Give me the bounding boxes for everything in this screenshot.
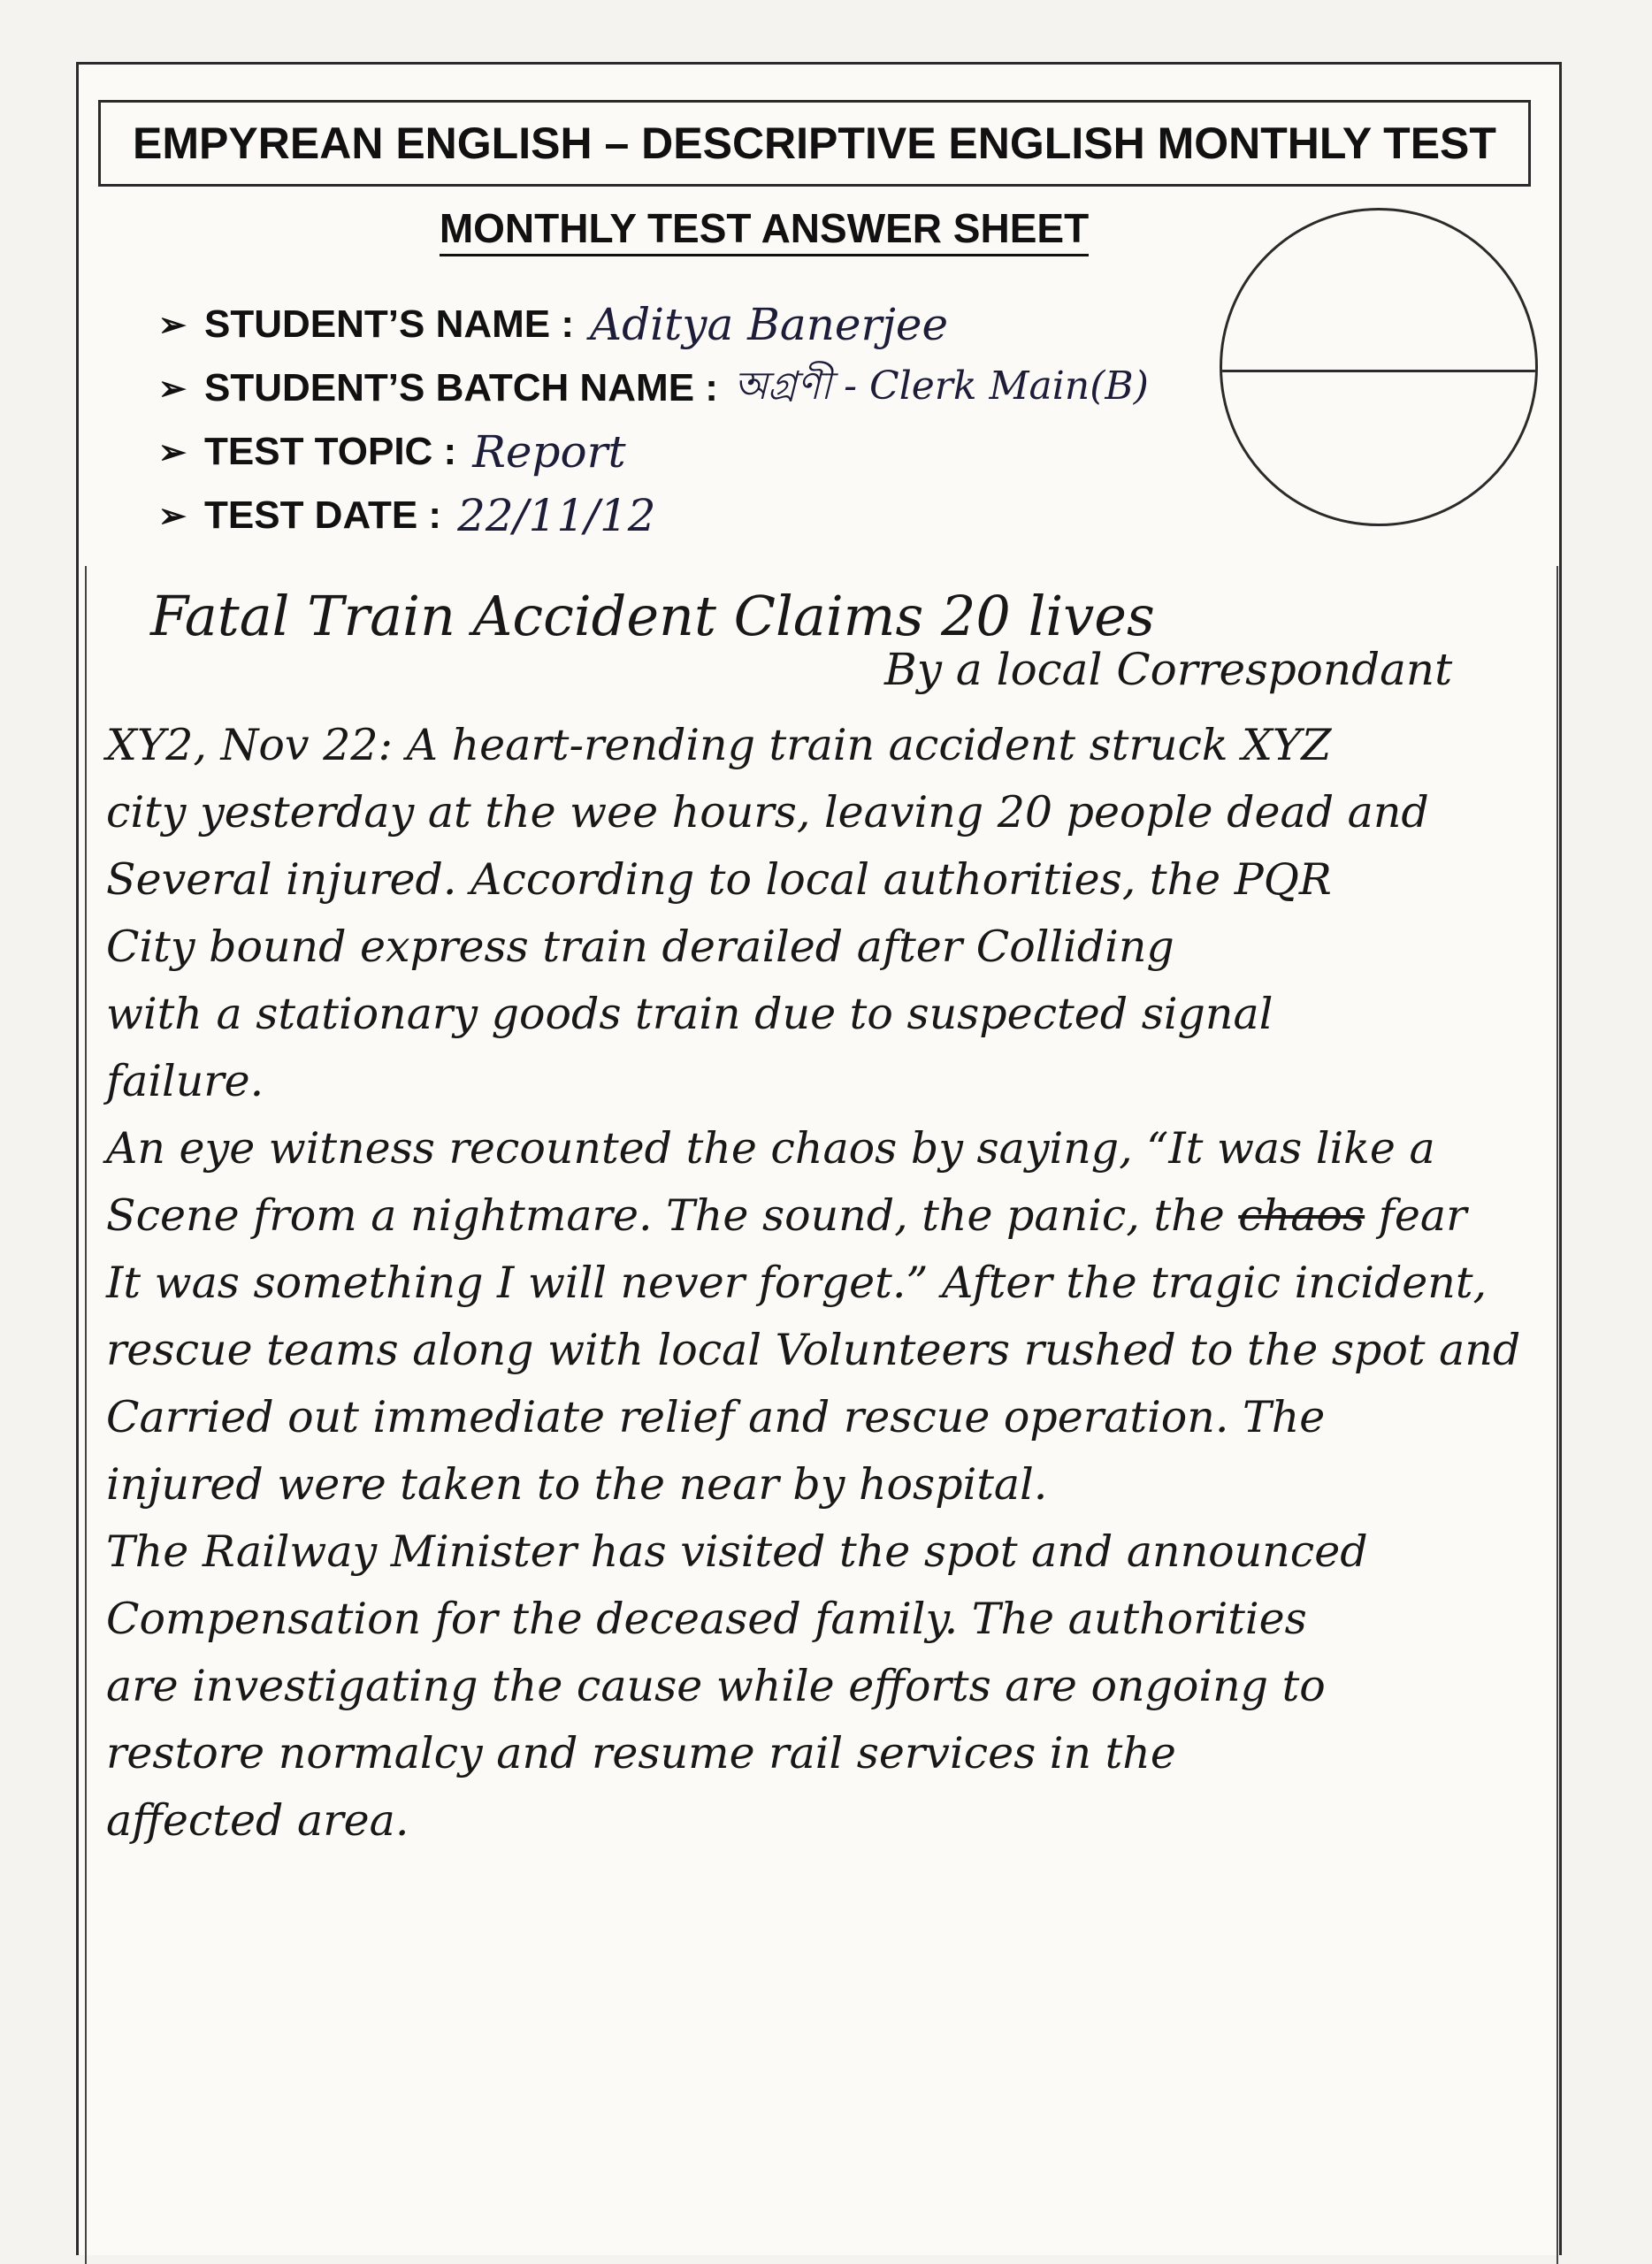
report-line: City bound express train derailed after Colliding [106, 922, 1174, 972]
report-line: city yesterday at the wee hours, leaving 20 people dead and [106, 787, 1429, 838]
field-label: STUDENT’S BATCH NAME : [204, 366, 718, 409]
field-value: Aditya Banerjee [590, 299, 949, 350]
sheet-title: EMPYREAN ENGLISH – DESCRIPTIVE ENGLISH MONTHLY TEST [133, 119, 1496, 168]
answer-margin-right [1556, 566, 1558, 2264]
answer-margin-left [85, 566, 87, 2264]
field-label: TEST DATE : [204, 493, 442, 537]
sheet-subtitle: MONTHLY TEST ANSWER SHEET [440, 204, 1089, 256]
report-line: are investigating the cause while efforts are ongoing to [106, 1661, 1326, 1711]
corrected-word: fear [1378, 1190, 1467, 1241]
student-fields [158, 293, 1264, 547]
field-value: 22/11/12 [457, 490, 656, 541]
report-body [106, 712, 1556, 1855]
report-line: with a stationary goods train due to suspected signal [106, 989, 1273, 1039]
report-line: restore normalcy and resume rail services in the [106, 1728, 1176, 1778]
field-batch-name [158, 356, 1264, 420]
report-line: failure. [106, 1056, 264, 1106]
arrow-bullet-icon: ➢ [158, 497, 187, 535]
report-line: Compensation for the deceased family. The authorities [106, 1594, 1307, 1644]
report-line-with-correction [106, 1182, 1556, 1250]
report-line-text: Scene from a nightmare. The sound, the panic, the [106, 1190, 1225, 1241]
report-byline: By a local Correspondant [884, 644, 1453, 695]
field-label: TEST TOPIC : [204, 430, 457, 473]
field-value: Report [472, 426, 626, 478]
struck-word: chaos [1238, 1190, 1365, 1241]
arrow-bullet-icon: ➢ [158, 306, 187, 344]
report-line: An eye witness recounted the chaos by saying, “It was like a [106, 1123, 1435, 1174]
field-test-topic [158, 420, 1264, 484]
report-line: rescue teams along with local Volunteers rushed to the spot and [106, 1325, 1521, 1375]
report-line: affected area. [106, 1795, 409, 1846]
report-line: injured were taken to the near by hospital. [106, 1459, 1048, 1510]
field-student-name [158, 293, 1264, 356]
field-label: STUDENT’S NAME : [204, 302, 574, 346]
report-line: Carried out immediate relief and rescue operation. The [106, 1392, 1326, 1442]
marks-circle-divider [1222, 370, 1535, 372]
title-box [98, 100, 1531, 187]
report-line: The Railway Minister has visited the spot and announced [106, 1526, 1368, 1577]
arrow-bullet-icon: ➢ [158, 433, 187, 471]
arrow-bullet-icon: ➢ [158, 370, 187, 408]
field-test-date [158, 484, 1264, 547]
marks-circle [1220, 208, 1538, 526]
field-value: অগ্রণী - Clerk Main(B) [733, 363, 1149, 409]
report-headline: Fatal Train Accident Claims 20 lives [150, 584, 1155, 648]
report-line: It was something I will never forget.” After the tragic incident, [106, 1258, 1488, 1308]
report-line: XY2, Nov 22: A heart-rending train accident struck XYZ [106, 720, 1332, 770]
report-line: Several injured. According to local authorities, the PQR [106, 854, 1332, 905]
